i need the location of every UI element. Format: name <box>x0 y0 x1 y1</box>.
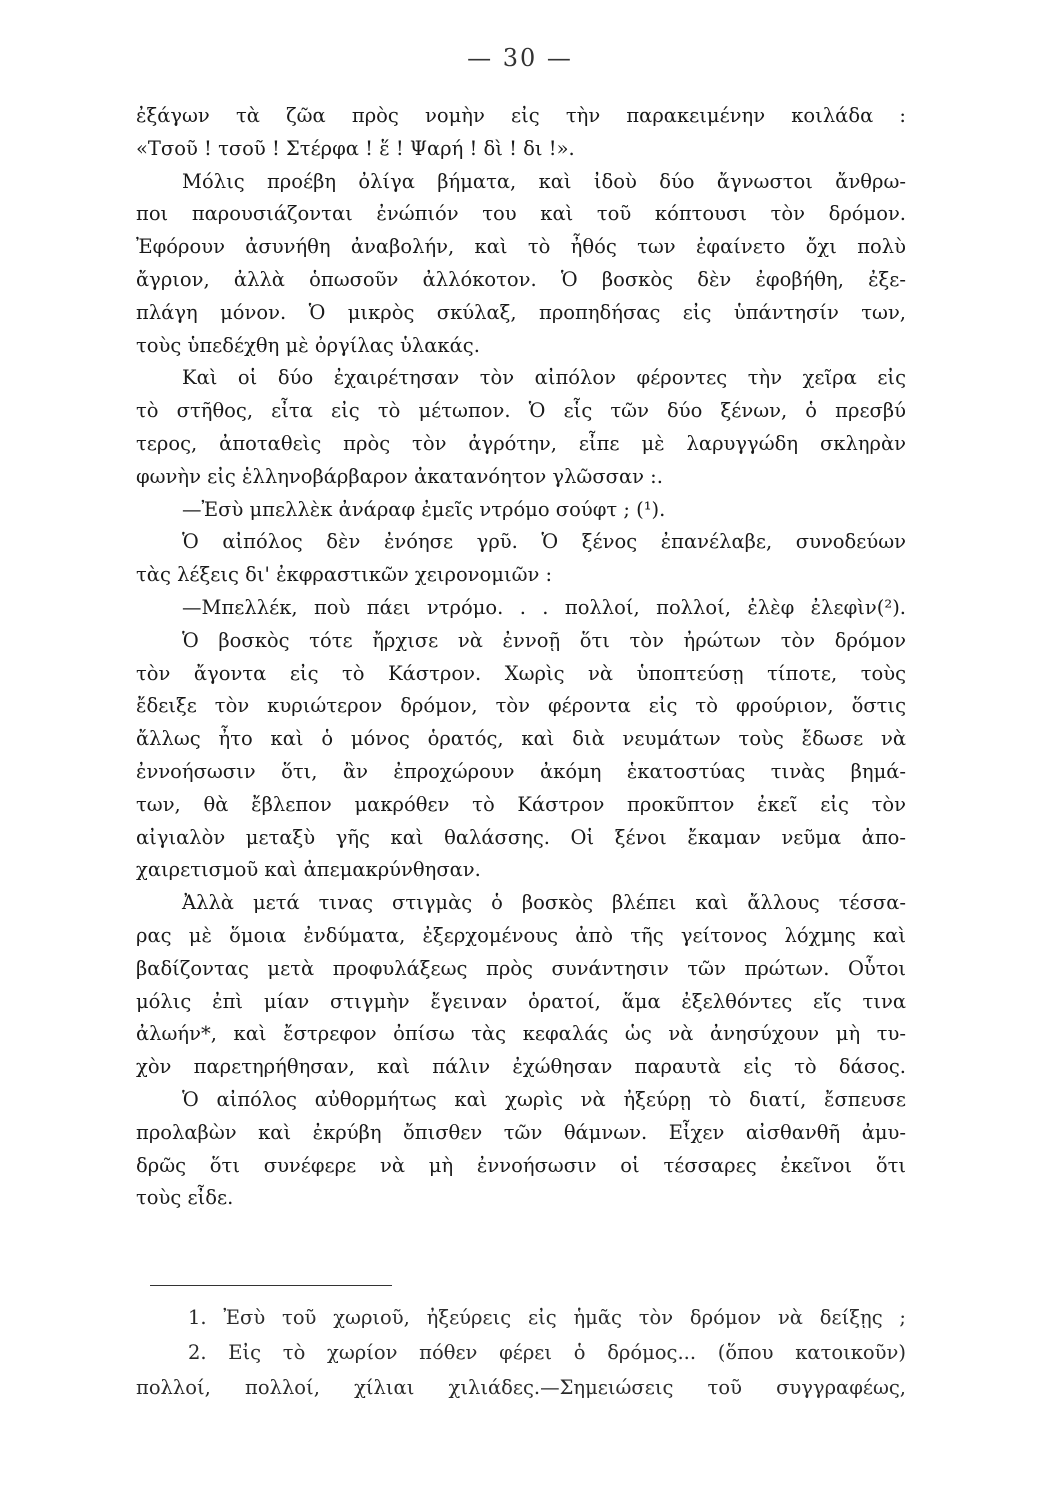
text-line: —Ἐσὺ μπελλὲκ ἀνάραφ ἐμεῖς ντρόμο σούφτ ; (¹). <box>182 497 666 521</box>
text-line: φωνὴν εἰς ἑλληνοβάρβαρον ἀκατανόητον γλῶσσαν :. <box>136 464 663 488</box>
text-line: Ὁ βοσκὸς τότε ἤρχισε νὰ ἐννοῇ ὅτι τὸν ἠρώτων τὸν δρόμον <box>182 628 906 652</box>
text-line: μόλις ἐπὶ μίαν στιγμὴν ἔγειναν ὁρατοί, ἅμα ἐξελθόντες εἴς τινα <box>136 989 906 1013</box>
text-line: τοὺς εἶδε. <box>136 1186 234 1210</box>
text-line: ἀλωήν*, καὶ ἔστρεφον ὀπίσω τὰς κεφαλάς ὡς νὰ ἀνησύχουν μὴ τυ- <box>136 1022 906 1046</box>
text-line: —Μπελλέκ, ποὺ πάει ντρόμο. . . πολλοί, πολλοί, ἐλὲφ ἐλεφὶν(²). <box>182 595 906 619</box>
text-line: Καὶ οἱ δύο ἐχαιρέτησαν τὸν αἰπόλον φέροντες τὴν χεῖρα εἰς <box>182 366 906 390</box>
text-line: ἐννοήσωσιν ὅτι, ἂν ἐπροχώρουν ἀκόμη ἑκατοστύας τινὰς βημά- <box>136 759 906 783</box>
text-line: ποι παρουσιάζονται ἐνώπιόν του καὶ τοῦ κόπτουσι τὸν δρόμον. <box>136 202 906 226</box>
text-line: «Τσοῦ ! τσοῦ ! Στέρφα ! ἕ ! Ψαρή ! δὶ ! δι !». <box>136 136 575 160</box>
text-line: Μόλις προέβη ὀλίγα βήματα, καὶ ἰδοὺ δύο ἄγνωστοι ἄνθρω- <box>182 169 906 193</box>
text-line: τερος, ἀποταθεὶς πρὸς τὸν ἀγρότην, εἶπε μὲ λαρυγγώδη σκληρὰν <box>136 431 906 455</box>
text-line: χὸν παρετηρήθησαν, καὶ πάλιν ἐχώθησαν παραυτὰ εἰς τὸ δάσος. <box>136 1055 906 1079</box>
text-line: τὰς λέξεις δι' ἐκφραστικῶν χειρονομιῶν : <box>136 563 553 587</box>
text-line: ἄγριον, ἀλλὰ ὁπωσοῦν ἀλλόκοτον. Ὁ βοσκὸς δὲν ἐφοβήθη, ἐξε- <box>136 267 906 291</box>
text-line: τὸ στῆθος, εἶτα εἰς τὸ μέτωπον. Ὁ εἷς τῶν δύο ξένων, ὁ πρεσβύ <box>136 399 906 423</box>
footnote-divider <box>150 1285 392 1286</box>
footnote-line: πολλοί, πολλοί, χίλιαι χιλιάδες.—Σημειώσεις τοῦ συγγραφέως, <box>136 1376 906 1399</box>
footnotes <box>136 1300 906 1405</box>
text-line: ἄλλως ἦτο καὶ ὁ μόνος ὁρατός, καὶ διὰ νευμάτων τοὺς ἔδωσε νὰ <box>136 727 906 751</box>
footnote-line: 1. Ἐσὺ τοῦ χωριοῦ, ἠξεύρεις εἰς ἡμᾶς τὸν δρόμον νὰ δείξῃς ; <box>188 1306 906 1329</box>
body-text <box>136 100 906 1215</box>
text-line: ρας μὲ ὅμοια ἐνδύματα, ἐξερχομένους ἀπὸ τῆς γείτονος λόχμης καὶ <box>136 923 906 947</box>
text-line: των, θὰ ἔβλεπον μακρόθεν τὸ Κάστρον προκῦπτον ἐκεῖ εἰς τὸν <box>136 792 906 816</box>
text-line: ἐξάγων τὰ ζῶα πρὸς νομὴν εἰς τὴν παρακειμένην κοιλάδα : <box>136 104 906 127</box>
text-line: Ὁ αἰπόλος δὲν ἐνόησε γρῦ. Ὁ ξένος ἐπανέλαβε, συνοδεύων <box>182 530 906 554</box>
text-line: δρῶς ὅτι συνέφερε νὰ μὴ ἐννοήσωσιν οἱ τέσσαρες ἐκεῖνοι ὅτι <box>136 1153 906 1177</box>
text-line: Ὁ αἰπόλος αὐθορμήτως καὶ χωρὶς νὰ ἠξεύρῃ τὸ διατί, ἔσπευσε <box>182 1087 906 1111</box>
text-line: Ἀλλὰ μετά τινας στιγμὰς ὁ βοσκὸς βλέπει καὶ ἄλλους τέσσα- <box>182 891 906 915</box>
text-line: βαδίζοντας μετὰ προφυλάξεως πρὸς συνάντησιν τῶν πρώτων. Οὗτοι <box>136 956 906 980</box>
text-line: προλαβὼν καὶ ἐκρύβη ὄπισθεν τῶν θάμνων. Εἶχεν αἰσθανθῆ ἀμυ- <box>136 1120 906 1144</box>
page-number: — 30 — <box>467 44 573 72</box>
text-line: τὸν ἄγοντα εἰς τὸ Κάστρον. Χωρὶς νὰ ὑποπτεύσῃ τίποτε, τοὺς <box>136 661 906 685</box>
text-line: αἰγιαλὸν μεταξὺ γῆς καὶ θαλάσσης. Οἱ ξένοι ἔκαμαν νεῦμα ἀπο- <box>136 825 906 849</box>
text-line: Ἐφόρουν ἀσυνήθη ἀναβολήν, καὶ τὸ ἦθός των ἐφαίνετο ὄχι πολὺ <box>136 235 906 259</box>
footnote-line: 2. Εἰς τὸ χωρίον πόθεν φέρει ὁ δρόμος... (ὅπου κατοικοῦν) <box>188 1341 906 1364</box>
text-line: χαιρετισμοῦ καὶ ἀπεμακρύνθησαν. <box>136 858 481 882</box>
text-line: πλάγη μόνον. Ὁ μικρὸς σκύλαξ, προπηδήσας εἰς ὑπάντησίν των, <box>136 300 906 324</box>
text-line: τοὺς ὑπεδέχθη μὲ ὀργίλας ὑλακάς. <box>136 333 480 357</box>
text-line: ἔδειξε τὸν κυριώτερον δρόμον, τὸν φέροντα εἰς τὸ φρούριον, ὅστις <box>136 694 906 718</box>
